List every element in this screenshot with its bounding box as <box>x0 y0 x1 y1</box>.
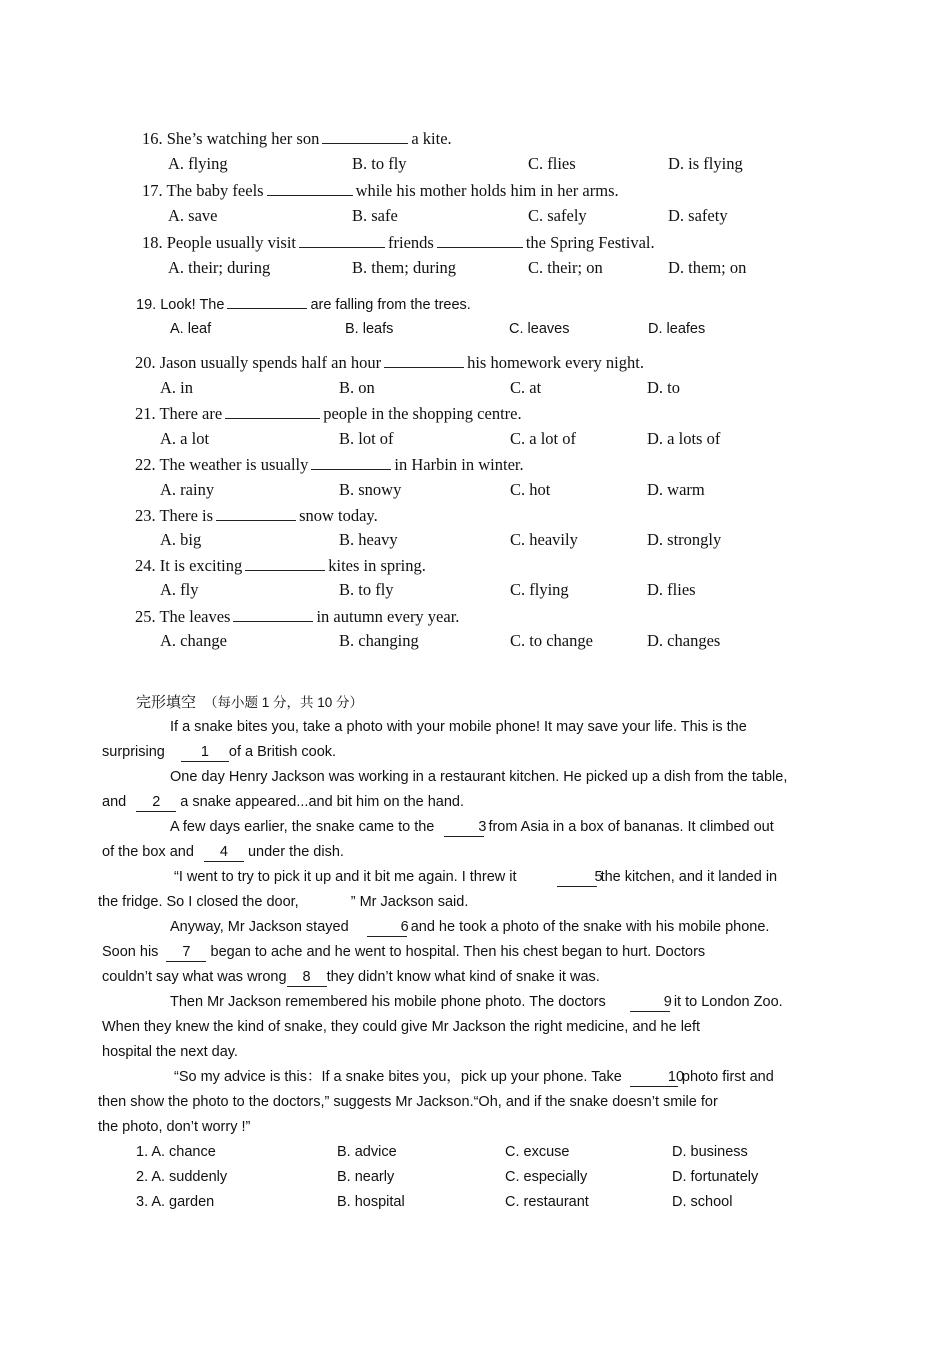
cloze-blank-5[interactable]: 5 <box>557 869 597 887</box>
cloze-passage <box>98 715 814 1140</box>
cloze-paragraph-3: A few days earlier, the snake came to the 3 from Asia in a box of bananas. It climbed out of the box and 4 under the dish. <box>102 819 774 860</box>
q21-option-d[interactable]: D. a lots of <box>647 429 721 448</box>
cloze1-option-c[interactable]: C. excuse <box>505 1144 570 1160</box>
q24-option-b[interactable]: B. to fly <box>339 580 394 599</box>
cloze-blank-4[interactable]: 4 <box>204 844 244 862</box>
cloze3-option-d[interactable]: D. school <box>672 1194 733 1210</box>
q20-option-a[interactable]: A. in <box>160 378 193 397</box>
cloze-title: 完形填空 （每小题 1 分，共 10 分） <box>136 694 364 711</box>
q25-option-a[interactable]: A. change <box>160 631 227 650</box>
q17-option-b[interactable]: B. safe <box>352 206 398 225</box>
cloze3-option-b[interactable]: B. hospital <box>337 1194 405 1210</box>
cloze2-option-c[interactable]: C. especially <box>505 1169 588 1185</box>
q18-option-c[interactable]: C. their; on <box>528 258 603 277</box>
q21-option-b[interactable]: B. lot of <box>339 429 394 448</box>
q23-option-c[interactable]: C. heavily <box>510 530 578 549</box>
cloze2-option-b[interactable]: B. nearly <box>337 1169 395 1185</box>
q18-option-d[interactable]: D. them; on <box>668 258 747 277</box>
q25-option-b[interactable]: B. changing <box>339 631 419 650</box>
question-23: 23. There is snow today. <box>135 506 378 525</box>
cloze-paragraph-4: “I went to try to pick it up and it bit me again. I threw it 5 the kitchen, and it landed in the fridge. So I closed the door, ” Mr Jackson said. <box>98 869 778 910</box>
q16-option-d[interactable]: D. is flying <box>668 154 743 173</box>
q21-option-a[interactable]: A. a lot <box>160 429 210 448</box>
cloze3-option-a[interactable]: A. garden <box>151 1194 215 1210</box>
q20-option-b[interactable]: B. on <box>339 378 375 397</box>
q18-option-a[interactable]: A. their; during <box>168 258 271 277</box>
cloze3-number: 3. A. garden <box>136 1194 215 1210</box>
cloze-blank-8[interactable]: 8 <box>287 969 327 987</box>
cloze-blank-9[interactable]: 9 <box>630 994 670 1012</box>
q21-option-c[interactable]: C. a lot of <box>510 429 576 448</box>
cloze-blank-3[interactable]: 3 <box>444 819 484 837</box>
q16-option-c[interactable]: C. flies <box>528 154 576 173</box>
q17-option-d[interactable]: D. safety <box>668 206 728 225</box>
cloze1-option-d[interactable]: D. business <box>672 1144 748 1160</box>
cloze-blank-6[interactable]: 6 <box>367 919 407 937</box>
cloze-blank-10[interactable]: 10 <box>630 1069 678 1087</box>
cloze-paragraph-1: If a snake bites you, take a photo with your mobile phone! It may save your life. This is the surprising 1 of a British cook. <box>102 719 747 760</box>
cloze-blank-7[interactable]: 7 <box>166 944 206 962</box>
q24-option-c[interactable]: C. flying <box>510 580 569 599</box>
cloze1-option-a[interactable]: A. chance <box>151 1144 216 1160</box>
q23-option-d[interactable]: D. strongly <box>647 530 722 549</box>
cloze-blank-1[interactable]: 1 <box>181 744 229 762</box>
q25-option-c[interactable]: C. to change <box>510 631 593 650</box>
q22-option-c[interactable]: C. hot <box>510 480 551 499</box>
question-16: 16. She’s watching her son a kite. <box>142 129 452 148</box>
q19-option-d[interactable]: D. leafes <box>648 321 706 337</box>
q17-option-a[interactable]: A. save <box>168 206 218 225</box>
q22-option-b[interactable]: B. snowy <box>339 480 402 499</box>
cloze3-option-c[interactable]: C. restaurant <box>505 1194 589 1210</box>
q24-option-a[interactable]: A. fly <box>160 580 199 599</box>
question-19: 19. Look! The are falling from the trees. <box>136 293 471 315</box>
cloze1-number: 1. A. chance <box>136 1144 216 1160</box>
cloze2-option-a[interactable]: A. suddenly <box>151 1169 228 1185</box>
q24-option-d[interactable]: D. flies <box>647 580 696 599</box>
cloze1-option-b[interactable]: B. advice <box>337 1144 397 1160</box>
q19-option-b[interactable]: B. leafs <box>345 321 394 337</box>
q25-option-d[interactable]: D. changes <box>647 631 721 650</box>
q18-option-b[interactable]: B. them; during <box>352 258 457 277</box>
q20-option-c[interactable]: C. at <box>510 378 542 397</box>
q22-option-a[interactable]: A. rainy <box>160 480 215 499</box>
question-20: 20. Jason usually spends half an hour his homework every night. <box>135 353 644 372</box>
q16-option-b[interactable]: B. to fly <box>352 154 407 173</box>
cloze2-option-d[interactable]: D. fortunately <box>672 1169 759 1185</box>
q22-option-d[interactable]: D. warm <box>647 480 705 499</box>
cloze-paragraph-7: “So my advice is this：If a snake bites you，pick up your phone. Take 10 photo first and then show the photo to the doctors,” suggests Mr Jackson.“Oh, and if the snake doesn’t smile for the photo, don’t worry !” <box>98 1069 774 1135</box>
q16-option-a[interactable]: A. flying <box>168 154 228 173</box>
question-25: 25. The leaves in autumn every year. <box>135 607 460 626</box>
cloze2-number: 2. A. suddenly <box>136 1169 228 1185</box>
q19-option-a[interactable]: A. leaf <box>170 321 212 337</box>
cloze-paragraph-2: One day Henry Jackson was working in a restaurant kitchen. He picked up a dish from the table, and 2 a snake appeared...and bit him on the hand. <box>102 769 788 810</box>
question-22: 22. The weather is usually in Harbin in winter. <box>135 455 524 474</box>
cloze-paragraph-6: Then Mr Jackson remembered his mobile phone photo. The doctors 9 it to London Zoo. When they knew the kind of snake, they could give Mr Jackson the right medicine, and he left hospital the next day. <box>102 994 783 1060</box>
question-21: 21. There are people in the shopping centre. <box>135 404 522 423</box>
question-18: 18. People usually visit friends the Spring Festival. <box>142 233 655 252</box>
q17-option-c[interactable]: C. safely <box>528 206 587 225</box>
cloze-paragraph-5: Anyway, Mr Jackson stayed 6 and he took a photo of the snake with his mobile phone. Soon his 7 began to ache and he went to hospital. Then his chest began to hurt. Doctors couldn’t say what was wrong 8 they didn’t know what kind of snake it was. <box>102 919 770 985</box>
cloze-blank-2[interactable]: 2 <box>136 794 176 812</box>
question-24: 24. It is exciting kites in spring. <box>135 556 426 575</box>
q20-option-d[interactable]: D. to <box>647 378 680 397</box>
q23-option-a[interactable]: A. big <box>160 530 202 549</box>
q23-option-b[interactable]: B. heavy <box>339 530 398 549</box>
question-17: 17. The baby feels while his mother holds him in her arms. <box>142 181 619 200</box>
q19-option-c[interactable]: C. leaves <box>509 321 570 337</box>
